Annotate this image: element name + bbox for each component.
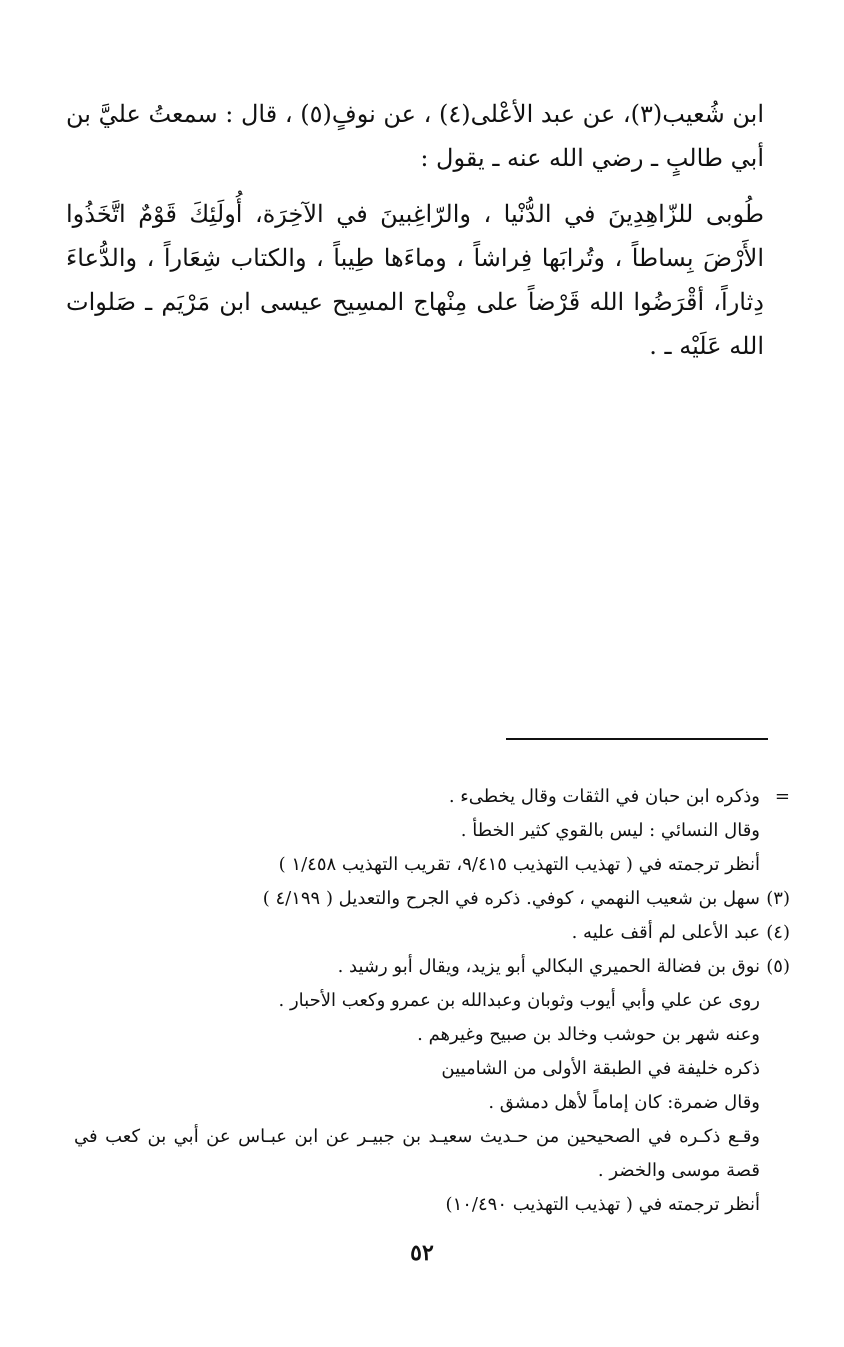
footnote-marker: (٤) [766, 922, 790, 943]
footnote-text: ذكره خليفة في الطبقة الأولى من الشاميين [441, 1058, 760, 1079]
footnote-text: وقال النسائي : ليس بالقوي كثير الخطأ . [460, 820, 760, 841]
footnote-text: أنظر ترجمته في ( تهذيب التهذيب ٩/٤١٥، تقريب التهذيب ١/٤٥٨ ) [278, 854, 760, 875]
footnote-text: عبد الأعلى لم أقف عليه . [571, 922, 760, 943]
footnote-text: روى عن علي وأبي أيوب وثوبان وعبدالله بن عمرو وكعب الأحبار . [278, 990, 760, 1011]
footnote-text: وقـع ذكـره في الصحيحين من حـديث سعيـد بن جبيـر عن ابن عبـاس عن أبي بن كعب في قصة موسى والخضر . [74, 1126, 760, 1181]
footnote-marker: (٥) [766, 956, 790, 977]
footnote-text: وقال ضمرة: كان إماماً لأهل دمشق . [488, 1092, 760, 1113]
main-paragraph: طُوبى للزّاهِدِينَ في الدُّنْيا ، والرّاغِبينَ في الآخِرَة، أُولَئِكَ قَوْمٌ اتَّخَذُوا الأَرْضَ بِساطاً ، وتُرابَها فِراشاً ، وماءَها طِيباً ، والكتاب شِعَاراً ، والدُّعاءَ دِثاراً، أقْرَضُوا الله قَرْضاً على مِنْهاج المسِيح عيسى ابن مَرْيَم ـ صَلوات الله عَلَيْه ـ . [66, 200, 765, 360]
footnote-text: وذكره ابن حبان في الثقات وقال يخطىء . [448, 786, 760, 807]
footnote-line [74, 814, 790, 848]
footnote-line [74, 984, 790, 1018]
footnote-marker: = [774, 786, 790, 807]
footnotes [74, 780, 790, 1222]
page-number: ٥٢ [410, 1240, 434, 1266]
footnote-divider [506, 738, 768, 740]
footnote-line [74, 916, 790, 950]
footnote-line [74, 1018, 790, 1052]
main-text [66, 92, 764, 368]
footnote-text: أنظر ترجمته في ( تهذيب التهذيب ١٠/٤٩٠) [445, 1194, 760, 1215]
footnote-text: وعنه شهر بن حوشب وخالد بن صبيح وغيرهم . [417, 1024, 760, 1045]
footnote-line [74, 1086, 790, 1120]
footnote-line [74, 882, 790, 916]
footnote-text: نوق بن فضالة الحميري البكالي أبو يزيد، ويقال أبو رشيد . [337, 956, 760, 977]
footnote-line [74, 780, 790, 814]
footnote-line [74, 1120, 790, 1188]
main-paragraph: ابن شُعيب(٣)، عن عبد الأعْلى(٤) ، عن نوفٍ(٥) ، قال : سمعتُ عليَّ بن أبي طالبٍ ـ رضي الله عنه ـ يقول : [66, 100, 765, 172]
footnote-line [74, 1052, 790, 1086]
footnote-text: سهل بن شعيب النهمي ، كوفي. ذكره في الجرح والتعديل ( ٤/١٩٩ ) [262, 888, 760, 909]
footnote-marker: (٣) [766, 888, 790, 909]
footnote-line [74, 848, 790, 882]
footnote-line [74, 1188, 790, 1222]
footnote-line [74, 950, 790, 984]
